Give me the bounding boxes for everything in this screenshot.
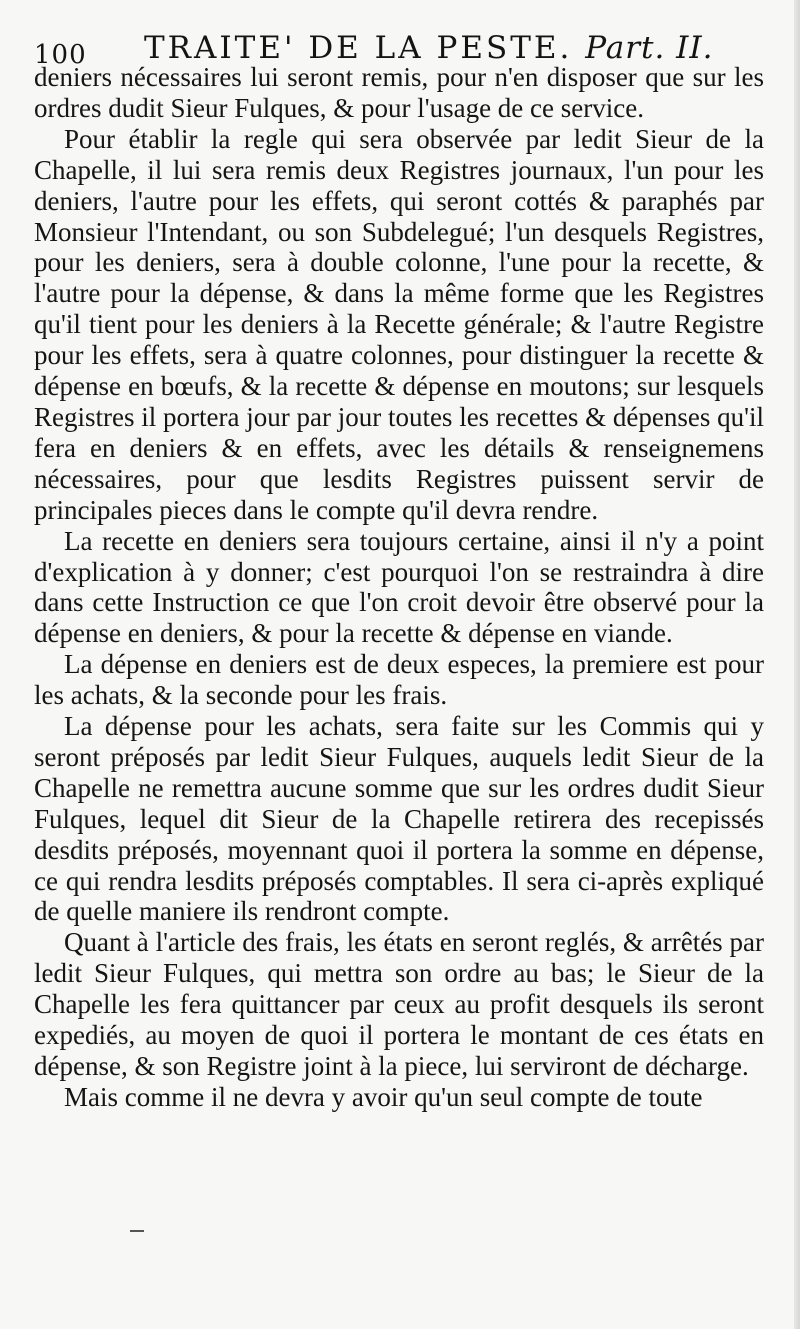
- paragraph-5: La dépense pour les achats, sera faite sur les Commis qui y seront préposés par ledit Sieur Fulques, auquels ledit Sieur de la Chapelle ne remettra aucune somme que sur les ordres dudit Sieur Fulques, lequel dit Sieur de la Chapelle retirera des recepissés desdits préposés, moyennant quoi il portera la somme en dépense, ce qui rendra lesdits préposés comptables. Il sera ci-après expliqué de quelle maniere ils rendront compte.: [34, 711, 764, 927]
- running-title-text: TRAITE' DE LA PESTE.: [144, 30, 573, 66]
- paragraph-1: deniers nécessaires lui seront remis, pour n'en disposer que sur les ordres dudit Sieur Fulques, & pour l'usage de ce service.: [34, 62, 764, 123]
- page-number: 100: [34, 40, 87, 70]
- body-text: [34, 62, 764, 1113]
- paragraph-4: La dépense en deniers est de deux especes, la premiere est pour les achats, & la seconde pour les frais.: [34, 649, 764, 711]
- paragraph-3: La recette en deniers sera toujours certaine, ainsi il n'y a point d'explication à y donner; c'est pourquoi l'on se restraindra à dire dans cette Instruction ce que l'on croit devoir être observé pour la dépense en deniers, & pour la recette & dépense en viande.: [34, 525, 764, 649]
- running-part: Part. II.: [585, 30, 714, 66]
- page-edge: [794, 0, 800, 1329]
- paragraph-2: Pour établir la regle qui sera observée par ledit Sieur de la Chapelle, il lui sera remis deux Registres journaux, l'un pour les deniers, l'autre pour les effets, qui seront cottés & paraphés par Monsieur l'Intendant, ou son Subdelegué; l'un desquels Registres, pour les deniers, sera à double colonne, l'une pour la recette, & l'autre pour la dépense, & dans la même forme que les Registres qu'il tient pour les deniers à la Recette générale; & l'autre Registre pour les effets, sera à quatre colonnes, pour distinguer la recette & dépense en bœufs, & la recette & dépense en moutons; sur lesquels Registres il portera jour par jour toutes les recettes & dépenses qu'il fera en deniers & en effets, avec les détails & renseignemens nécessaires, pour que lesdits Registres puissent servir de principales pieces dans le compte qu'il devra rendre.: [34, 123, 764, 525]
- signature-mark: [130, 1230, 144, 1232]
- paragraph-6: Quant à l'article des frais, les états en seront reglés, & arrêtés par ledit Sieur Fulques, qui mettra son ordre au bas; le Sieur de la Chapelle les fera quittancer par ceux au profit desquels ils seront expediés, au moyen de quoi il portera le montant de ces états en dépense, & son Registre joint à la piece, lui serviront de décharge.: [34, 927, 764, 1081]
- running-title: [144, 30, 714, 66]
- paragraph-7: Mais comme il ne devra y avoir qu'un seul compte de toute: [64, 1081, 703, 1112]
